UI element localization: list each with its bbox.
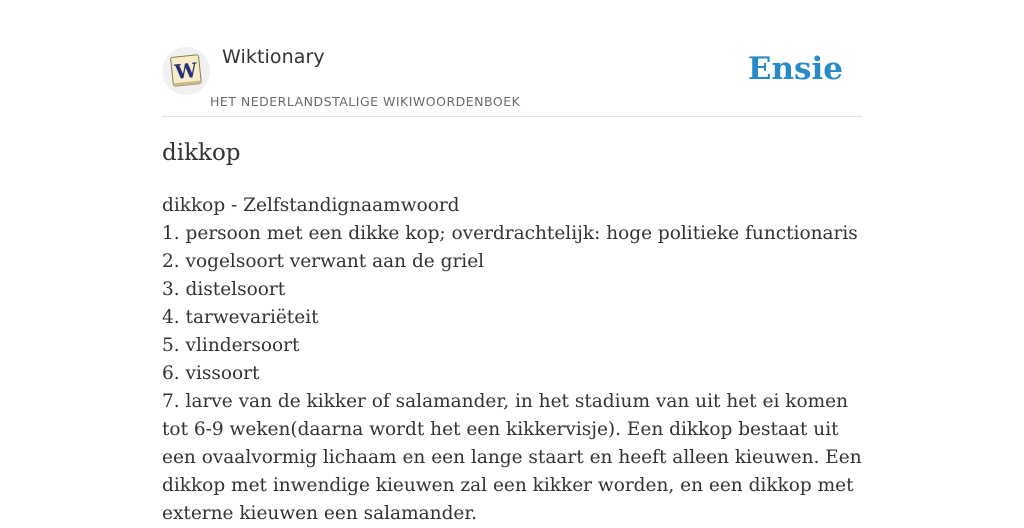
definition-item: 7. larve van de kikker of salamander, in het stadium van uit het ei komen tot 6-9 weken(daarna wordt het een kikkervisje). Een dikkop bestaat uit een ovaalvormig lichaam en een lange staart en heeft alleen kieuwen. Een dikkop met inwendige kieuwen zal een kikker worden, en een dikkop met externe kieuwen een salamander. [162,391,862,524]
definition-item: 4. tarwevariëteit [162,307,319,328]
definition-item: 5. vlindersoort [162,335,300,356]
definition-item: 1. persoon met een dikke kop; overdrachtelijk: hoge politieke functionaris [162,223,858,244]
site-subtitle: HET NEDERLANDSTALIGE WIKIWOORDENBOEK [210,94,521,109]
page [162,0,862,524]
entry-content [162,192,862,528]
wiktionary-tile-icon [162,47,210,95]
site-name[interactable]: Wiktionary [222,46,325,68]
entry-heading: dikkop - Zelfstandignaamwoord [162,195,460,216]
page-title: dikkop [162,140,241,166]
definition-item: 3. distelsoort [162,279,286,300]
definition-item: 2. vogelsoort verwant aan de griel [162,251,485,272]
site-header [162,0,862,117]
definition-item: 6. vissoort [162,363,260,384]
svg-text:W: W [173,57,199,85]
ensie-brand-link[interactable]: Ensie [747,51,843,87]
wiktionary-logo-icon[interactable] [162,47,210,95]
